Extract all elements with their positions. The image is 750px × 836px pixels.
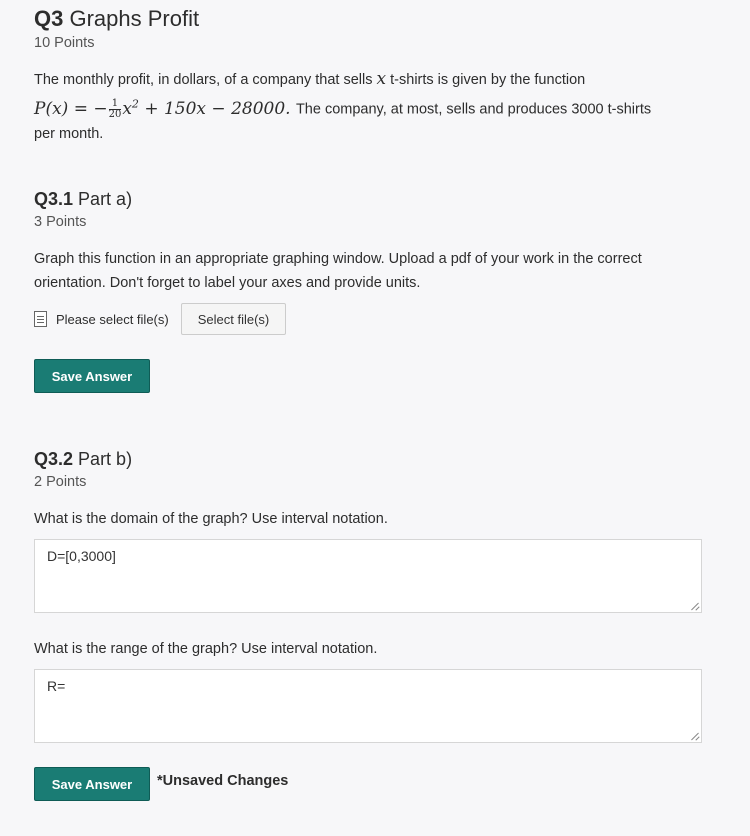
- file-label: Please select file(s): [56, 311, 169, 327]
- file-upload-row: [34, 303, 286, 335]
- question-points: 10 Points: [34, 35, 95, 51]
- document-icon: [34, 311, 47, 327]
- part-a-prompt: Graph this function in an appropriate graphing window. Upload a pdf of your work in the correct orientation. Don't forget to label your axes and provide units.: [34, 251, 642, 291]
- save-answer-button-b[interactable]: Save Answer: [34, 767, 150, 801]
- part-b-title: Q3.2 Part b): [34, 449, 133, 469]
- question-intro: The monthly profit, in dollars, of a company that sells x t-shirts is given by the function P(x) = − $\frac{1}{20}$ $x^2 + 150x - 28000$. The company, at most, sells and produces 3000 t-shirts per month.: [34, 69, 652, 142]
- save-answer-button-a[interactable]: Save Answer: [34, 359, 150, 393]
- variable-x: x: [376, 69, 387, 89]
- part-b-points: 2 Points: [34, 474, 87, 490]
- part-a-points: 3 Points: [34, 214, 87, 230]
- resize-handle-icon[interactable]: [691, 732, 699, 740]
- question-number: Q3: [34, 6, 64, 31]
- unsaved-changes-label: *Unsaved Changes: [157, 773, 289, 789]
- range-prompt: What is the range of the graph? Use interval notation.: [34, 641, 378, 657]
- domain-prompt: What is the domain of the graph? Use interval notation.: [34, 511, 388, 527]
- range-answer-field[interactable]: [34, 669, 702, 743]
- range-answer-text: R=: [47, 678, 66, 694]
- domain-answer-field[interactable]: [34, 539, 702, 613]
- question-name: Graphs Profit: [69, 6, 200, 31]
- question-title: [34, 6, 199, 32]
- fraction: $\frac{1}{20}$: [108, 97, 122, 120]
- resize-handle-icon[interactable]: [691, 602, 699, 610]
- select-files-button[interactable]: Select file(s): [181, 303, 287, 335]
- profit-formula: P(x) = − $\frac{1}{20}$ $x^2 + 150x - 28000$.: [34, 97, 291, 120]
- part-a-title: Q3.1 Part a): [34, 189, 133, 209]
- domain-answer-text: D=[0,3000]: [47, 548, 116, 564]
